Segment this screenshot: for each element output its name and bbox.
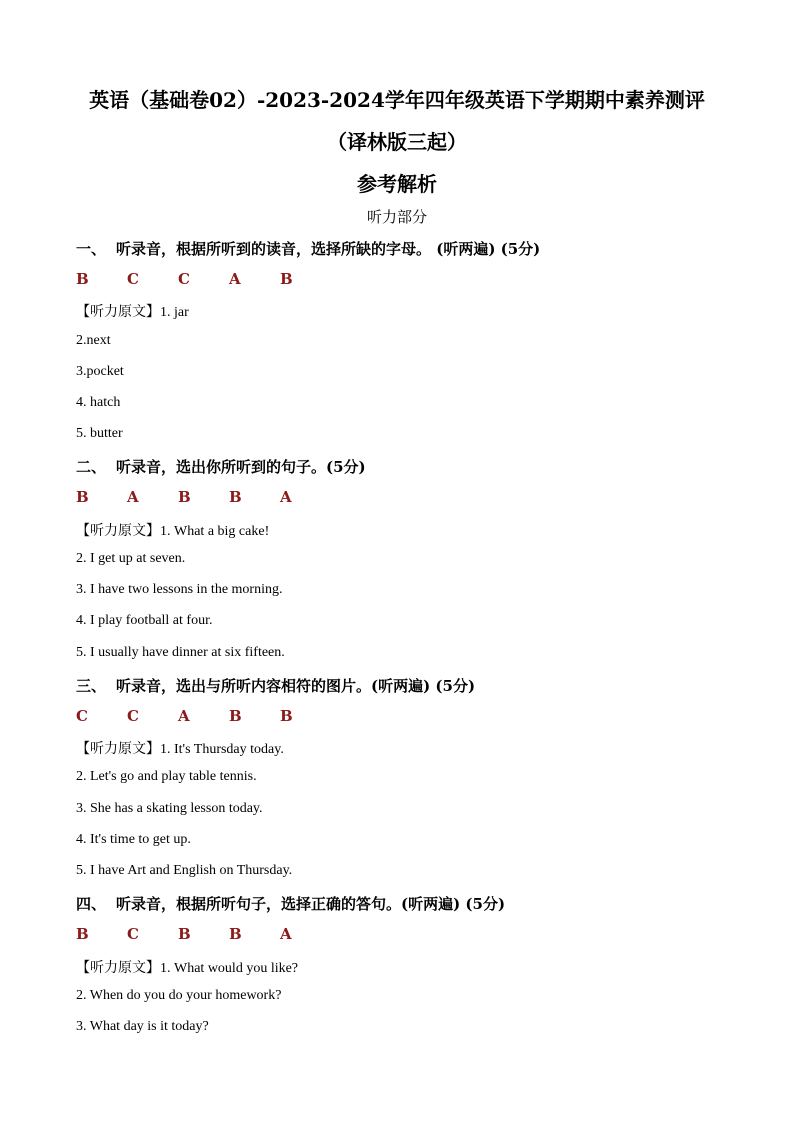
- answer: B: [76, 270, 89, 288]
- section-instruction: 听录音，根据所听到的读音，选择所缺的字母。 (听两遍) (5分): [116, 240, 541, 258]
- transcript-line: 3.pocket: [76, 364, 124, 379]
- transcript-line: 2.next: [76, 333, 111, 348]
- answer: B: [178, 488, 191, 506]
- transcript-tag: 【听力原文】: [76, 960, 160, 976]
- answer: C: [127, 270, 139, 288]
- answer: A: [127, 488, 139, 506]
- transcript-line: 4. I play football at four.: [76, 613, 213, 628]
- answer: C: [76, 707, 88, 725]
- transcript-line: 【听力原文】1. jar: [76, 304, 189, 320]
- transcript-line: 3. She has a skating lesson today.: [76, 801, 263, 816]
- transcript-line: 2. Let's go and play table tennis.: [76, 769, 257, 784]
- answer: A: [280, 488, 292, 506]
- transcript-tag: 【听力原文】: [76, 523, 160, 539]
- answer: B: [229, 707, 242, 725]
- section-number: 一、: [76, 240, 107, 258]
- answer: B: [229, 488, 242, 506]
- answer: C: [127, 925, 139, 943]
- transcript-line: 【听力原文】1. What a big cake!: [76, 523, 270, 539]
- section-4-answers: [76, 925, 331, 943]
- answer: A: [229, 270, 241, 288]
- answer: B: [280, 270, 293, 288]
- transcript-line: 4. hatch: [76, 395, 121, 410]
- transcript-line: 2. I get up at seven.: [76, 551, 186, 566]
- answer: B: [76, 925, 89, 943]
- section-2-heading: [76, 456, 366, 477]
- part-label: 听力部分: [366, 208, 427, 226]
- answer: A: [178, 707, 190, 725]
- section-1-heading: [76, 238, 540, 259]
- answer: B: [229, 925, 242, 943]
- section-1-answers: [76, 270, 331, 288]
- section-2-answers: [76, 488, 331, 506]
- transcript-line: 2. When do you do your homework?: [76, 988, 282, 1003]
- transcript-line: 3. I have two lessons in the morning.: [76, 582, 283, 597]
- transcript-line: 【听力原文】1. It's Thursday today.: [76, 741, 284, 757]
- section-number: 二、: [76, 458, 107, 476]
- transcript-tag: 【听力原文】: [76, 304, 160, 320]
- section-3-heading: [76, 675, 475, 696]
- answer: C: [127, 707, 139, 725]
- transcript-line: 5. I have Art and English on Thursday.: [76, 863, 293, 878]
- transcript-line: 5. I usually have dinner at six fifteen.: [76, 645, 285, 660]
- section-instruction: 听录音，选出你所听到的句子。(5分): [116, 458, 366, 476]
- answer: B: [76, 488, 89, 506]
- document-subtitle: 参考解析: [357, 172, 437, 196]
- answer: B: [178, 925, 191, 943]
- answer: C: [178, 270, 190, 288]
- section-number: 三、: [76, 677, 107, 695]
- section-instruction: 听录音，根据所听句子，选择正确的答句。(听两遍) (5分): [116, 895, 506, 913]
- section-3-answers: [76, 707, 331, 725]
- transcript-line: 【听力原文】1. What would you like?: [76, 960, 299, 976]
- transcript-line: 4. It's time to get up.: [76, 832, 191, 847]
- transcript-line: 5. butter: [76, 426, 123, 441]
- transcript-tag: 【听力原文】: [76, 741, 160, 757]
- section-instruction: 听录音，选出与所听内容相符的图片。(听两遍) (5分): [116, 677, 476, 695]
- answer: A: [280, 925, 292, 943]
- document-edition: （译林版三起）: [327, 130, 467, 154]
- document-title: 英语（基础卷02）-2023-2024学年四年级英语下学期期中素养测评: [89, 88, 705, 112]
- section-4-heading: [76, 893, 505, 914]
- answer: B: [280, 707, 293, 725]
- transcript-line: 3. What day is it today?: [76, 1019, 209, 1034]
- section-number: 四、: [76, 895, 107, 913]
